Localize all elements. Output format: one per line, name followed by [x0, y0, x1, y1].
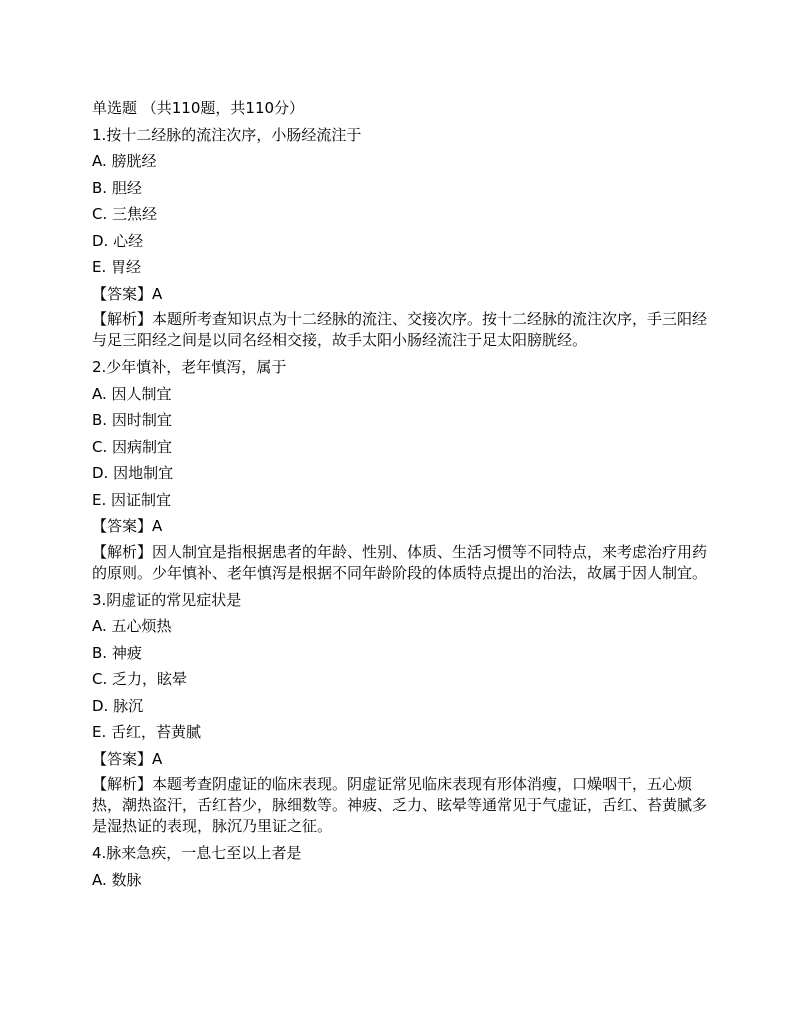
option-d: D. 心经 — [92, 231, 144, 250]
option-b: B. 神疲 — [92, 643, 142, 662]
answer: 【答案】A — [92, 517, 163, 535]
answer: 【答案】A — [92, 749, 163, 768]
option-d: D. 因地制宜 — [92, 464, 174, 482]
option-e: E. 因证制宜 — [92, 490, 172, 509]
option-e: E. 胃经 — [92, 258, 142, 276]
option-c: C. 乏力，眩晕 — [92, 670, 188, 688]
option-b: B. 胆经 — [92, 178, 142, 197]
question-stem: 2.少年慎补，老年慎泻，属于 — [92, 358, 287, 376]
section-title: 单选题 （共110题，共110分） — [92, 99, 305, 117]
option-a: A. 数脉 — [92, 870, 142, 889]
analysis: 【解析】本题考查阴虚证的临床表现。阴虚证常见临床表现有形体消瘦，口燥咽干，五心烦热，潮热盗汗，舌红苔少，脉细数等。神疲、乏力、眩晕等通常见于气虚证，舌红、苔黄腻多是湿热证的表现，脉沉乃里证之征。 — [92, 775, 708, 835]
question-1 — [92, 122, 712, 352]
question-stem: 3.阴虚证的常见症状是 — [92, 590, 242, 609]
option-e: E. 舌红，苔黄腻 — [92, 723, 202, 741]
question-2 — [92, 354, 712, 584]
option-c: C. 因病制宜 — [92, 437, 173, 456]
option-d: D. 脉沉 — [92, 696, 144, 715]
option-b: B. 因时制宜 — [92, 411, 172, 429]
answer: 【答案】A — [92, 284, 163, 303]
question-stem: 4.脉来急疾，一息七至以上者是 — [92, 844, 302, 862]
document-page — [92, 95, 712, 893]
option-a: A. 因人制宜 — [92, 384, 172, 403]
analysis: 【解析】因人制宜是指根据患者的年龄、性别、体质、生活习惯等不同特点，来考虑治疗用药的原则。少年慎补、老年慎泻是根据不同年龄阶段的体质特点提出的治法，故属于因人制宜。 — [92, 542, 708, 582]
question-3 — [92, 587, 712, 838]
option-a: A. 膀胱经 — [92, 152, 157, 170]
option-a: A. 五心烦热 — [92, 617, 172, 635]
analysis: 【解析】本题所考查知识点为十二经脉的流注、交接次序。按十二经脉的流注次序，手三阳经与足三阳经之间是以同名经相交接，故手太阳小肠经流注于足太阳膀胱经。 — [92, 310, 708, 349]
option-c: C. 三焦经 — [92, 205, 158, 223]
question-stem: 1.按十二经脉的流注次序，小肠经流注于 — [92, 125, 362, 144]
question-4 — [92, 840, 712, 893]
